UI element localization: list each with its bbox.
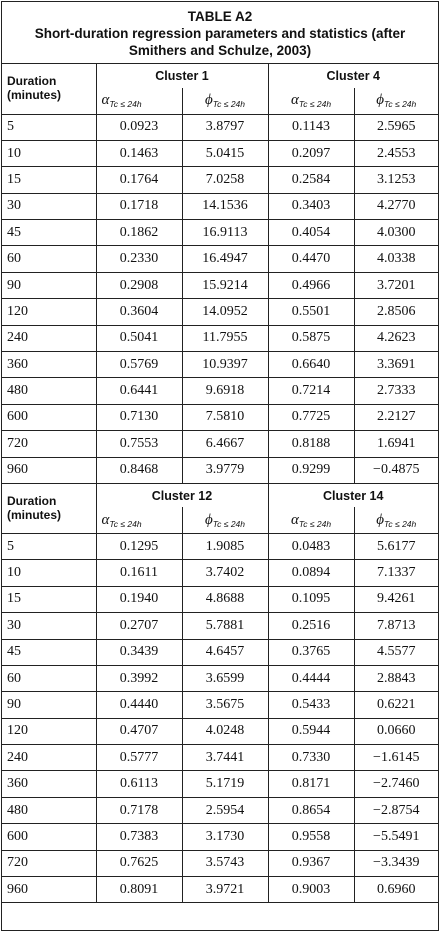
value-cell: 5.7881 — [182, 613, 268, 639]
alpha-param-header — [268, 507, 354, 533]
table-row — [2, 533, 438, 559]
cluster-header: Cluster 4 — [268, 64, 438, 88]
value-cell: 0.1764 — [96, 167, 182, 193]
value-cell: 0.7725 — [268, 404, 354, 430]
alpha-param-header — [96, 88, 182, 114]
table-row — [2, 639, 438, 665]
table-row — [2, 797, 438, 823]
phi-param-header — [354, 507, 438, 533]
cluster-header: Cluster 12 — [96, 483, 268, 507]
table-number: TABLE A2 — [187, 9, 253, 24]
value-cell: 0.2330 — [96, 246, 182, 272]
value-cell: 0.0894 — [268, 560, 354, 586]
cluster-header-row — [2, 483, 438, 507]
cluster-header: Cluster 1 — [96, 64, 268, 88]
value-cell: 4.0248 — [182, 718, 268, 744]
cluster-header-row — [2, 64, 438, 88]
value-cell: 3.7441 — [182, 745, 268, 771]
value-cell: 3.8797 — [182, 114, 268, 140]
value-cell: 0.2097 — [268, 140, 354, 166]
duration-cell: 480 — [2, 378, 96, 404]
value-cell: 0.3765 — [268, 639, 354, 665]
value-cell: 2.5954 — [182, 797, 268, 823]
duration-header-label: Duration — [7, 74, 57, 88]
duration-cell: 15 — [2, 586, 96, 612]
duration-cell: 45 — [2, 220, 96, 246]
value-cell: 0.5777 — [96, 745, 182, 771]
table-row — [2, 613, 438, 639]
table-title-block — [2, 2, 438, 64]
value-cell: 0.5769 — [96, 352, 182, 378]
duration-cell: 60 — [2, 665, 96, 691]
value-cell: 14.0952 — [182, 299, 268, 325]
value-cell: 5.1719 — [182, 771, 268, 797]
value-cell: 0.4470 — [268, 246, 354, 272]
table-row — [2, 193, 438, 219]
value-cell: 0.5875 — [268, 325, 354, 351]
value-cell: 4.2770 — [354, 193, 438, 219]
value-cell: 16.9113 — [182, 220, 268, 246]
value-cell: −2.8754 — [354, 797, 438, 823]
table-row — [2, 718, 438, 744]
value-cell: 0.4444 — [268, 665, 354, 691]
value-cell: 9.4261 — [354, 586, 438, 612]
value-cell: 0.4054 — [268, 220, 354, 246]
value-cell: 0.4707 — [96, 718, 182, 744]
value-cell: 11.7955 — [182, 325, 268, 351]
table-row — [2, 167, 438, 193]
value-cell: 2.4553 — [354, 140, 438, 166]
table-caption: Short-duration regression parameters and statistics (after Smithers and Schulze, 2003) — [34, 26, 406, 58]
value-cell: 0.1095 — [268, 586, 354, 612]
duration-cell: 960 — [2, 877, 96, 903]
value-cell: 1.6941 — [354, 431, 438, 457]
value-cell: 0.8468 — [96, 457, 182, 483]
table-row — [2, 140, 438, 166]
phi-symbol: ϕ — [376, 511, 385, 528]
table-row — [2, 692, 438, 718]
value-cell: 5.0415 — [182, 140, 268, 166]
value-cell: 0.5433 — [268, 692, 354, 718]
value-cell: 2.8506 — [354, 299, 438, 325]
value-cell: 0.6640 — [268, 352, 354, 378]
value-cell: 0.5501 — [268, 299, 354, 325]
duration-cell: 30 — [2, 193, 96, 219]
param-subscript: Tc ≤ 24h — [384, 99, 417, 110]
duration-cell: 10 — [2, 560, 96, 586]
phi-symbol: ϕ — [376, 92, 385, 109]
alpha-symbol: α — [101, 511, 110, 528]
value-cell: 0.7553 — [96, 431, 182, 457]
value-cell: 0.7330 — [268, 745, 354, 771]
value-cell: 0.0923 — [96, 114, 182, 140]
duration-cell: 5 — [2, 114, 96, 140]
duration-cell: 600 — [2, 824, 96, 850]
value-cell: 7.0258 — [182, 167, 268, 193]
value-cell: 3.5675 — [182, 692, 268, 718]
value-cell: 3.9721 — [182, 877, 268, 903]
table-row — [2, 220, 438, 246]
value-cell: −3.3439 — [354, 850, 438, 876]
value-cell: 4.0300 — [354, 220, 438, 246]
value-cell: 0.4440 — [96, 692, 182, 718]
value-cell: 3.1730 — [182, 824, 268, 850]
value-cell: 0.1295 — [96, 533, 182, 559]
duration-header-label: Duration — [7, 493, 57, 508]
value-cell: 0.1611 — [96, 560, 182, 586]
param-subscript: Tc ≤ 24h — [298, 518, 332, 529]
duration-cell: 480 — [2, 797, 96, 823]
duration-cell: 600 — [2, 404, 96, 430]
alpha-param-header — [96, 507, 182, 533]
duration-cell: 120 — [2, 299, 96, 325]
value-cell: 0.3439 — [96, 639, 182, 665]
duration-cell: 360 — [2, 771, 96, 797]
value-cell: −2.7460 — [354, 771, 438, 797]
param-subscript: Tc ≤ 24h — [298, 99, 332, 110]
value-cell: 0.9558 — [268, 824, 354, 850]
value-cell: 0.0660 — [354, 718, 438, 744]
value-cell: 0.2584 — [268, 167, 354, 193]
value-cell: 3.6599 — [182, 665, 268, 691]
value-cell: 10.9397 — [182, 352, 268, 378]
value-cell: 0.3403 — [268, 193, 354, 219]
table-row — [2, 404, 438, 430]
phi-param-header — [182, 507, 268, 533]
table-row — [2, 665, 438, 691]
alpha-symbol: α — [290, 511, 299, 528]
table-row — [2, 378, 438, 404]
duration-cell: 5 — [2, 533, 96, 559]
table-row — [2, 560, 438, 586]
value-cell: 9.6918 — [182, 378, 268, 404]
duration-cell: 720 — [2, 431, 96, 457]
value-cell: 0.7130 — [96, 404, 182, 430]
param-subscript: Tc ≤ 24h — [384, 518, 417, 529]
duration-cell: 10 — [2, 140, 96, 166]
value-cell: 0.1463 — [96, 140, 182, 166]
duration-cell: 45 — [2, 639, 96, 665]
table-row — [2, 850, 438, 876]
value-cell: 0.2707 — [96, 613, 182, 639]
value-cell: 0.1862 — [96, 220, 182, 246]
duration-header — [2, 483, 96, 533]
regression-table — [2, 64, 438, 903]
alpha-symbol: α — [290, 92, 299, 109]
value-cell: 0.6441 — [96, 378, 182, 404]
alpha-symbol: α — [101, 92, 110, 109]
value-cell: 0.9299 — [268, 457, 354, 483]
value-cell: 0.2516 — [268, 613, 354, 639]
table-row — [2, 457, 438, 483]
value-cell: 0.8188 — [268, 431, 354, 457]
phi-symbol: ϕ — [205, 92, 213, 109]
value-cell: 7.1337 — [354, 560, 438, 586]
duration-header — [2, 64, 96, 114]
duration-cell: 720 — [2, 850, 96, 876]
value-cell: 0.6221 — [354, 692, 438, 718]
value-cell: 0.5944 — [268, 718, 354, 744]
alpha-param-header — [268, 88, 354, 114]
value-cell: 1.9085 — [182, 533, 268, 559]
table-row — [2, 586, 438, 612]
phi-param-header — [354, 88, 438, 114]
table-row — [2, 352, 438, 378]
value-cell: 3.1253 — [354, 167, 438, 193]
value-cell: 16.4947 — [182, 246, 268, 272]
duration-cell: 240 — [2, 325, 96, 351]
value-cell: 14.1536 — [182, 193, 268, 219]
value-cell: 3.3691 — [354, 352, 438, 378]
value-cell: 0.9367 — [268, 850, 354, 876]
table-row — [2, 325, 438, 351]
duration-header-unit: (minutes) — [7, 507, 61, 522]
value-cell: 2.2127 — [354, 404, 438, 430]
duration-cell: 90 — [2, 692, 96, 718]
value-cell: 6.4667 — [182, 431, 268, 457]
value-cell: 4.6457 — [182, 639, 268, 665]
value-cell: 0.7214 — [268, 378, 354, 404]
value-cell: 0.3604 — [96, 299, 182, 325]
value-cell: −5.5491 — [354, 824, 438, 850]
value-cell: 0.9003 — [268, 877, 354, 903]
value-cell: 0.2908 — [96, 272, 182, 298]
value-cell: 15.9214 — [182, 272, 268, 298]
value-cell: 4.5577 — [354, 639, 438, 665]
value-cell: 0.7625 — [96, 850, 182, 876]
value-cell: 7.8713 — [354, 613, 438, 639]
value-cell: −1.6145 — [354, 745, 438, 771]
param-subscript: Tc ≤ 24h — [109, 518, 142, 529]
table-row — [2, 745, 438, 771]
value-cell: 4.2623 — [354, 325, 438, 351]
value-cell: 0.1143 — [268, 114, 354, 140]
table-row — [2, 299, 438, 325]
value-cell: 0.4966 — [268, 272, 354, 298]
value-cell: 7.5810 — [182, 404, 268, 430]
value-cell: 0.6960 — [354, 877, 438, 903]
table-row — [2, 877, 438, 903]
duration-cell: 240 — [2, 745, 96, 771]
duration-header-unit: (minutes) — [7, 88, 61, 102]
value-cell: 0.6113 — [96, 771, 182, 797]
value-cell: 0.8654 — [268, 797, 354, 823]
table-row — [2, 114, 438, 140]
cluster-header: Cluster 14 — [268, 483, 438, 507]
value-cell: 5.6177 — [354, 533, 438, 559]
value-cell: −0.4875 — [354, 457, 438, 483]
duration-cell: 60 — [2, 246, 96, 272]
table-row — [2, 246, 438, 272]
value-cell: 0.1718 — [96, 193, 182, 219]
value-cell: 3.5743 — [182, 850, 268, 876]
table-row — [2, 431, 438, 457]
duration-cell: 960 — [2, 457, 96, 483]
value-cell: 0.8171 — [268, 771, 354, 797]
param-subscript: Tc ≤ 24h — [212, 99, 245, 110]
table-row — [2, 272, 438, 298]
value-cell: 4.8688 — [182, 586, 268, 612]
value-cell: 3.7402 — [182, 560, 268, 586]
value-cell: 4.0338 — [354, 246, 438, 272]
value-cell: 2.8843 — [354, 665, 438, 691]
value-cell: 0.5041 — [96, 325, 182, 351]
value-cell: 0.7383 — [96, 824, 182, 850]
value-cell: 0.1940 — [96, 586, 182, 612]
value-cell: 2.7333 — [354, 378, 438, 404]
duration-cell: 30 — [2, 613, 96, 639]
value-cell: 3.9779 — [182, 457, 268, 483]
phi-symbol: ϕ — [205, 511, 213, 528]
duration-cell: 360 — [2, 352, 96, 378]
value-cell: 2.5965 — [354, 114, 438, 140]
table-row — [2, 771, 438, 797]
param-subscript: Tc ≤ 24h — [109, 99, 142, 110]
value-cell: 0.8091 — [96, 877, 182, 903]
duration-cell: 15 — [2, 167, 96, 193]
value-cell: 0.3992 — [96, 665, 182, 691]
param-subscript: Tc ≤ 24h — [212, 518, 245, 529]
duration-cell: 120 — [2, 718, 96, 744]
phi-param-header — [182, 88, 268, 114]
value-cell: 0.7178 — [96, 797, 182, 823]
duration-cell: 90 — [2, 272, 96, 298]
value-cell: 3.7201 — [354, 272, 438, 298]
table-row — [2, 824, 438, 850]
table-page — [1, 1, 439, 931]
value-cell: 0.0483 — [268, 533, 354, 559]
